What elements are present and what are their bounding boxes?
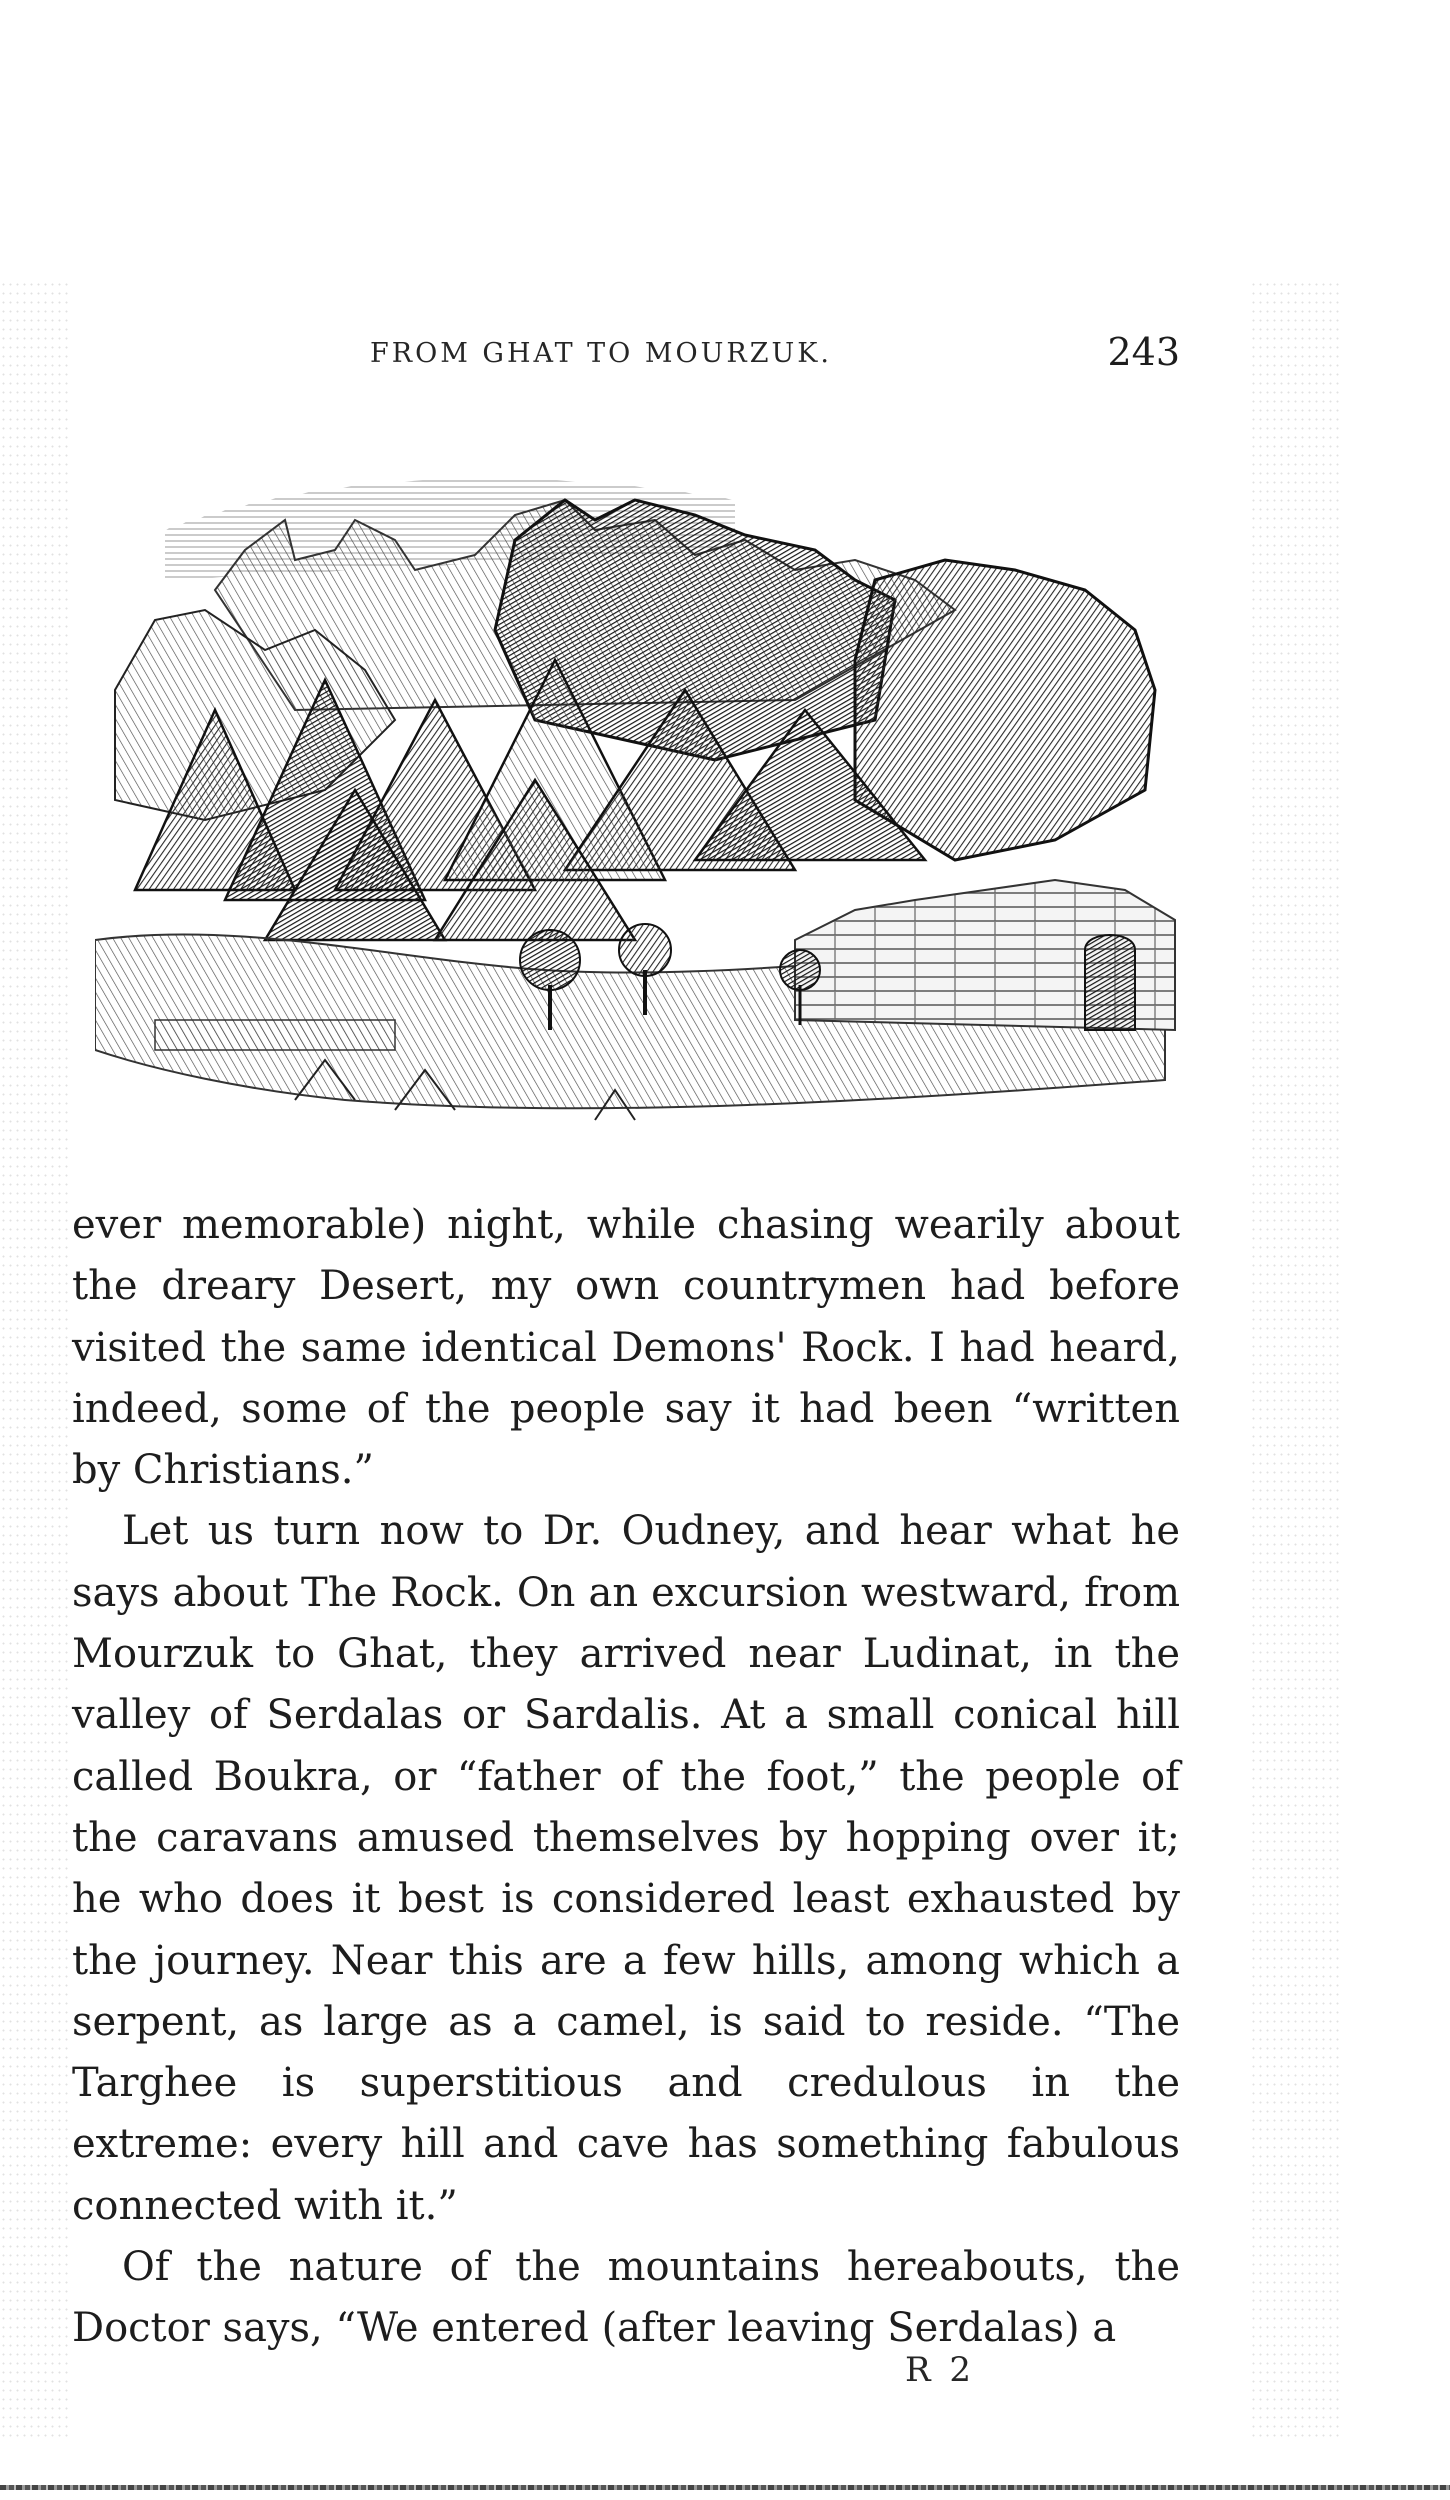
signature-mark: R 2 bbox=[905, 2350, 976, 2390]
engraving-rocky-mountains-icon bbox=[95, 460, 1205, 1140]
paragraph-1: ever memorable) night, while chasing wearily about the dreary Desert, my own countrymen had before visited the same identical Demons' Rock. I had heard, indeed, some of the people say it had been “written by Christians.” bbox=[72, 1202, 1180, 1494]
paragraph-3: Of the nature of the mountains hereabouts, the Doctor says, “We entered (after leaving Serdalas) a bbox=[72, 2244, 1180, 2352]
running-title: FROM GHAT TO MOURZUK. bbox=[370, 338, 833, 369]
page-edge-speckle-left bbox=[0, 280, 70, 2440]
body-text bbox=[72, 1195, 1180, 2360]
page-edge-speckle-right bbox=[1250, 280, 1340, 2440]
running-head bbox=[70, 330, 1180, 380]
bottom-rule bbox=[0, 2485, 1450, 2490]
paragraph-2: Let us turn now to Dr. Oudney, and hear what he says about The Rock. On an excursion westward, from Mourzuk to Ghat, they arrived near Ludinat, in the valley of Serdalas or Sardalis. At a small conical hill called Boukra, or “father of the foot,” the people of the caravans amused themselves by hopping over it; he who does it best is considered least exhausted by the journey. Near this are a few hills, among which a serpent, as large as a camel, is said to reside. “The Targhee is superstitious and credulous in the extreme: every hill and cave has something fabulous connected with it.” bbox=[72, 1508, 1180, 2229]
page-number: 243 bbox=[1107, 330, 1180, 374]
